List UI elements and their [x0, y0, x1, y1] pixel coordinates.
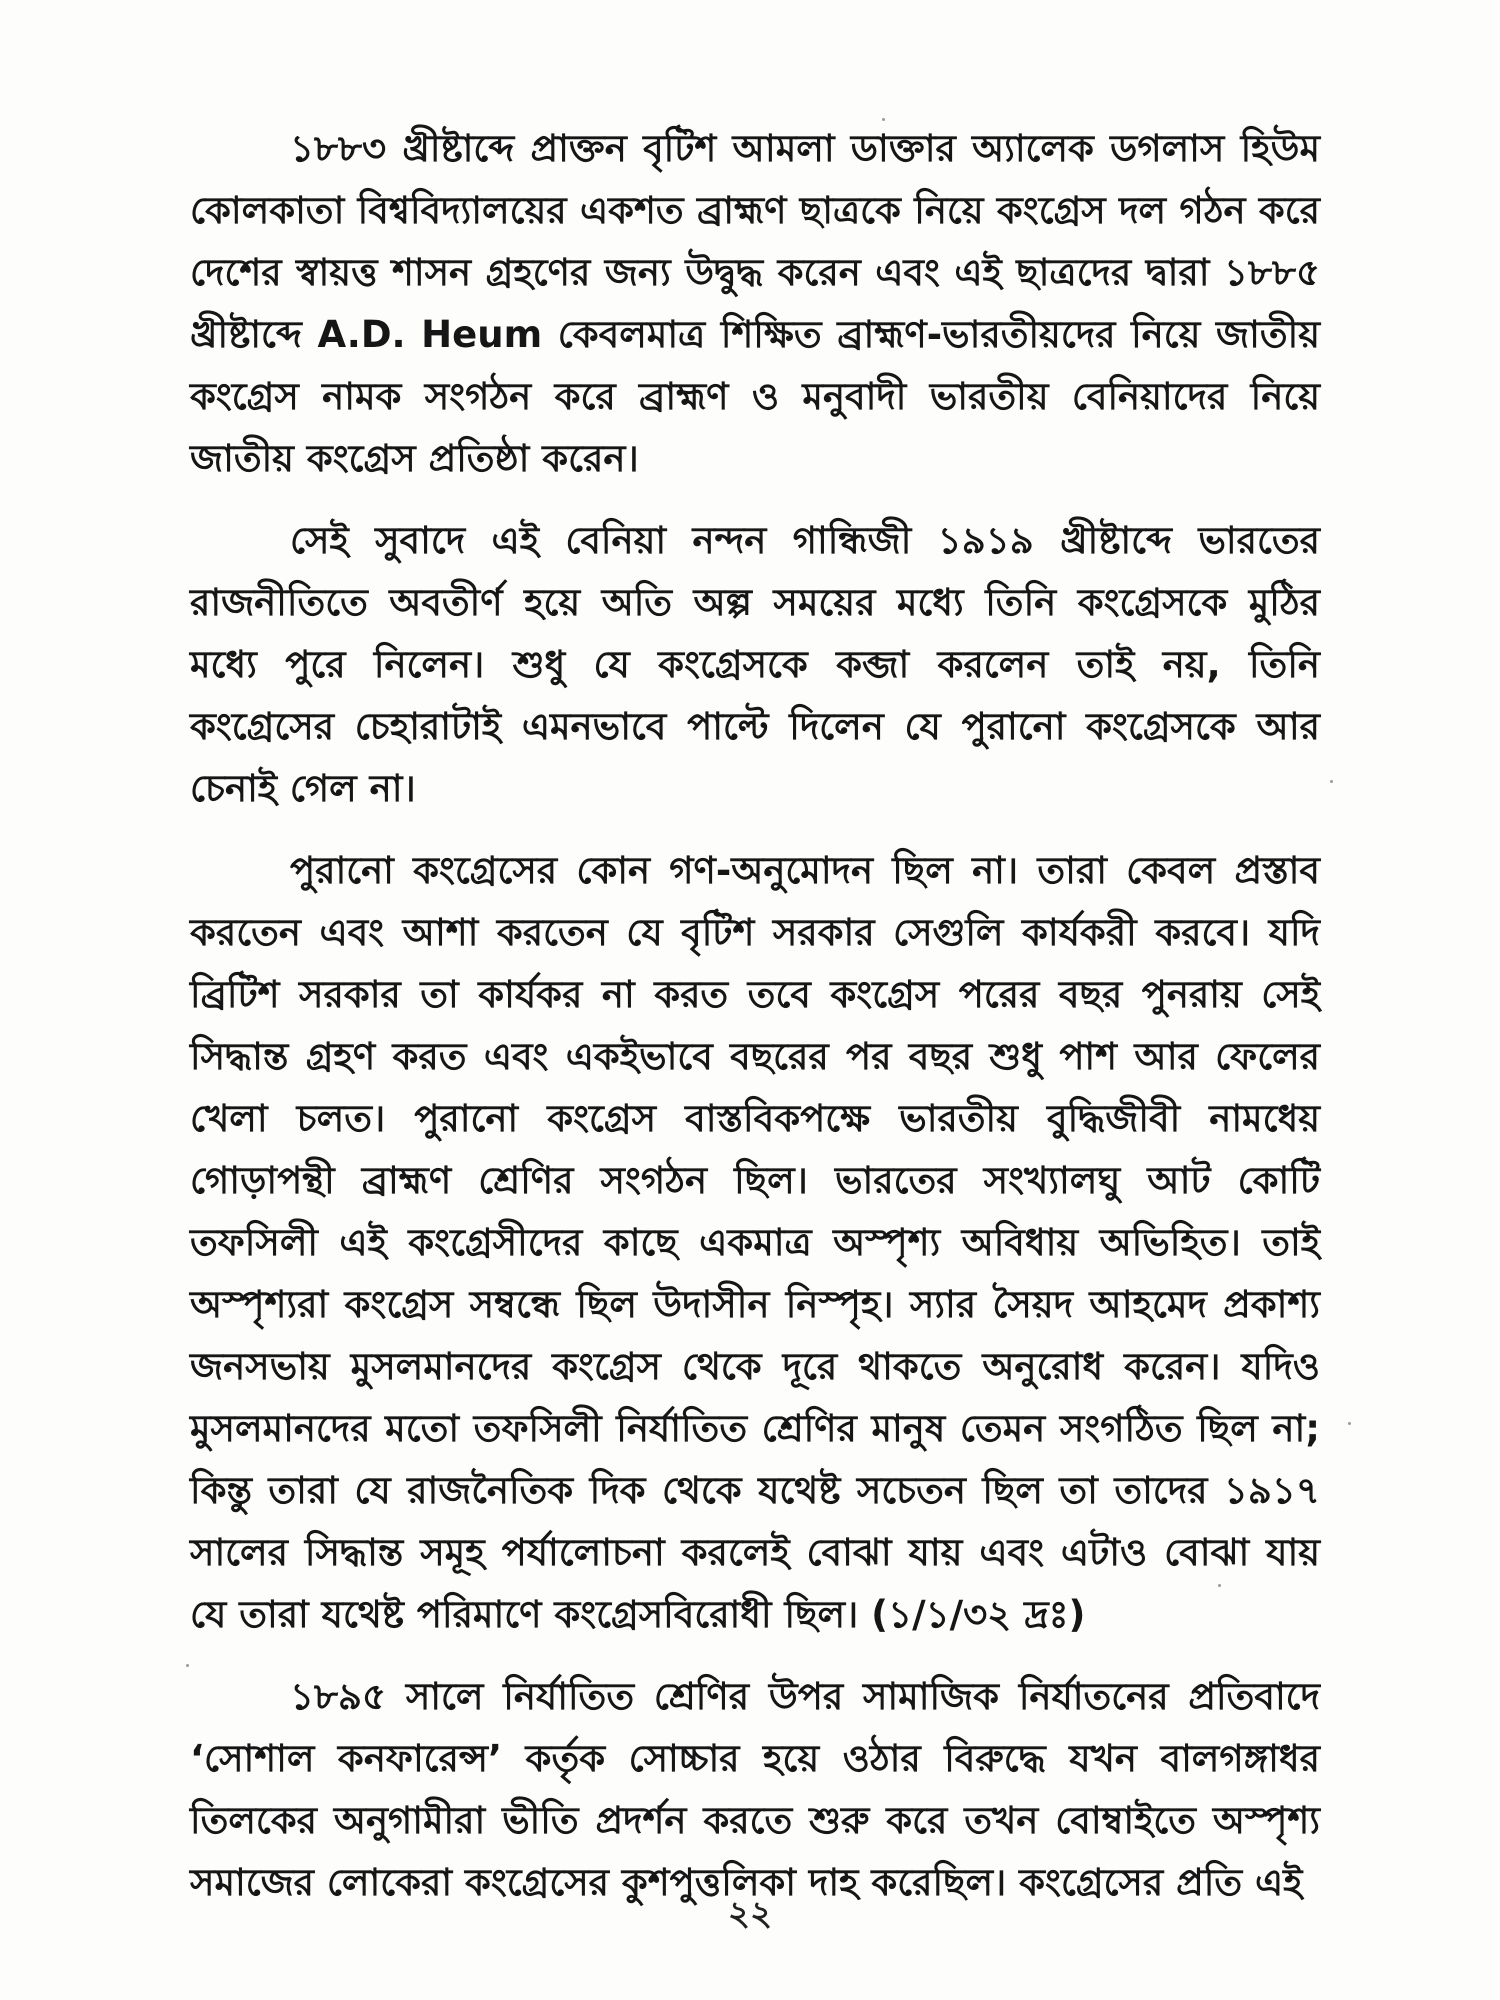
paragraph-congress-founding: ১৮৮৩ খ্রীষ্টাব্দে প্রাক্তন বৃটিশ আমলা ডাক্তার অ্যালেক ডগলাস হিউম কোলকাতা বিশ্ববিদ্যালয়ের একশত ব্রাহ্মণ ছাত্রকে নিয়ে কংগ্রেস দল গঠন করে দেশের স্বায়ত্ত শাসন গ্রহণের জন্য উদ্বুদ্ধ করেন এবং এই ছাত্রদের দ্বারা ১৮৮৫ খ্রীষ্টাব্দে A.D. Heum কেবলমাত্র শিক্ষিত ব্রাহ্মণ-ভারতীয়দের নিয়ে জাতীয় কংগ্রেস নামক সংগঠন করে ব্রাহ্মণ ও মনুবাদী ভারতীয় বেনিয়াদের নিয়ে জাতীয় কংগ্রেস প্রতিষ্ঠা করেন।	[190, 127, 1320, 480]
page-number: ২২	[727, 1894, 773, 1934]
scan-speck	[882, 118, 885, 121]
paragraph-social-conference: ১৮৯৫ সালে নির্যাতিত শ্রেণির উপর সামাজিক নির্যাতনের প্রতিবাদে ‘সোশাল কনফারেন্স’ কর্তৃক সোচ্চার হয়ে ওঠার বিরুদ্ধে যখন বালগঙ্গাধর তিলকের অনুগামীরা ভীতি প্রদর্শন করতে শুরু করে তখন বোম্বাইতে অস্পৃশ্য সমাজের লোকেরা কংগ্রেসের কুশপুত্তলিকা দাহ করেছিল। কংগ্রেসের প্রতি এই	[190, 1675, 1320, 1904]
scan-speck	[1218, 1584, 1221, 1587]
body-text	[190, 118, 1320, 1934]
scan-speck	[1330, 780, 1333, 783]
scan-speck	[186, 1664, 189, 1667]
scan-speck	[1348, 1422, 1351, 1425]
paragraph-old-congress: পুরানো কংগ্রেসের কোন গণ-অনুমোদন ছিল না। তারা কেবল প্রস্তাব করতেন এবং আশা করতেন যে বৃটিশ সরকার সেগুলি কার্যকরী করবে। যদি ব্রিটিশ সরকার তা কার্যকর না করত তবে কংগ্রেস পরের বছর পুনরায় সেই সিদ্ধান্ত গ্রহণ করত এবং একইভাবে বছরের পর বছর শুধু পাশ আর ফেলের খেলা চলত। পুরানো কংগ্রেস বাস্তবিকপক্ষে ভারতীয় বুদ্ধিজীবী নামধেয় গোড়াপন্থী ব্রাহ্মণ শ্রেণির সংগঠন ছিল। ভারতের সংখ্যালঘু আট কোটি তফসিলী এই কংগ্রেসীদের কাছে একমাত্র অস্পৃশ্য অবিধায় অভিহিত। তাই অস্পৃশ্যরা কংগ্রেস সম্বন্ধে ছিল উদাসীন নিস্পৃহ। স্যার সৈয়দ আহমেদ প্রকাশ্য জনসভায় মুসলমানদের কংগ্রেস থেকে দূরে থাকতে অনুরোধ করেন। যদিও মুসলমানদের মতো তফসিলী নির্যাতিত শ্রেণির মানুষ তেমন সংগঠিত ছিল না; কিন্তু তারা যে রাজনৈতিক দিক থেকে যথেষ্ট সচেতন ছিল তা তাদের ১৯১৭ সালের সিদ্ধান্ত সমূহ পর্যালোচনা করলেই বোঝা যায় এবং এটাও বোঝা যায় যে তারা যথেষ্ট পরিমাণে কংগ্রেসবিরোধী ছিল। (১/১/৩২ দ্রঃ)	[190, 849, 1320, 1636]
paragraph-gandhi-entry: সেই সুবাদে এই বেনিয়া নন্দন গান্ধিজী ১৯১৯ খ্রীষ্টাব্দে ভারতের রাজনীতিতে অবতীর্ণ হয়ে অতি অল্প সময়ের মধ্যে তিনি কংগ্রেসকে মুঠির মধ্যে পুরে নিলেন। শুধু যে কংগ্রেসকে কব্জা করলেন তাই নয়, তিনি কংগ্রেসের চেহারাটাই এমনভাবে পাল্টে দিলেন যে পুরানো কংগ্রেসকে আর চেনাই গেল না।	[190, 519, 1320, 810]
